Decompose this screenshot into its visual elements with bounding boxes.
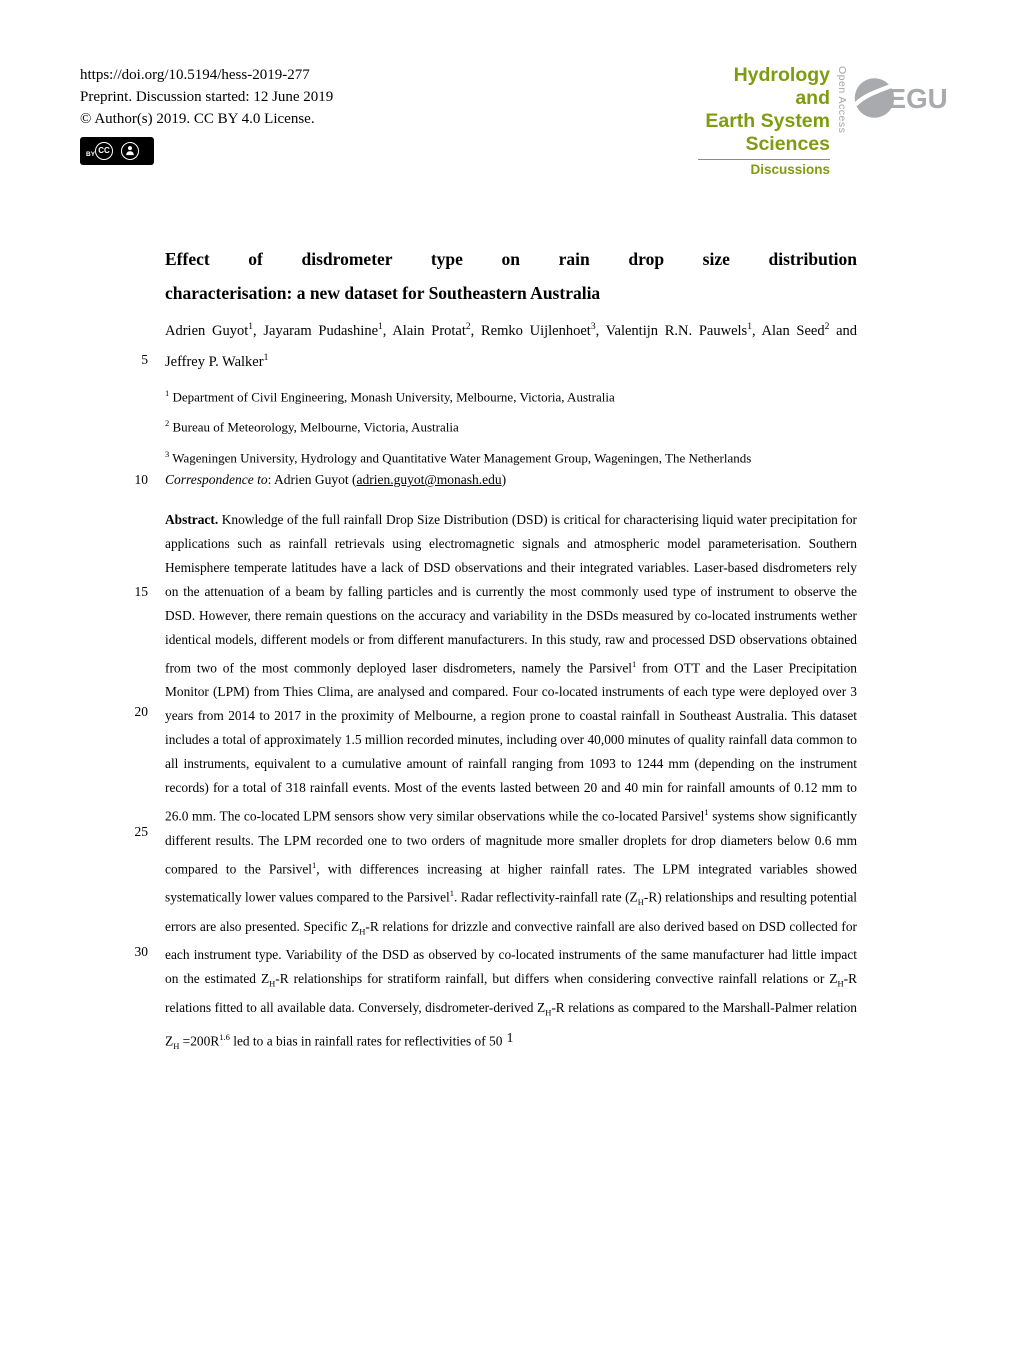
correspondence-line <box>165 468 857 492</box>
page-number: 1 <box>506 1030 514 1045</box>
cc-by-badge[interactable] <box>80 137 154 165</box>
author-list <box>165 314 857 376</box>
line-number-20: 20 <box>134 704 148 719</box>
author-name: Jeffrey P. Walker <box>165 353 264 370</box>
abstract-label: Abstract. <box>165 512 219 527</box>
journal-name-line: Sciences <box>745 133 830 155</box>
author-affiliation-mark: 2 <box>465 322 471 332</box>
author-affiliation-mark: 1 <box>747 322 752 332</box>
paper-title-line-1: Effect of disdrometer type on rain drop size distribution <box>165 249 857 269</box>
abstract-subscript: H <box>173 1040 180 1051</box>
abstract-text: =200R <box>179 1033 220 1049</box>
correspondence-email-link[interactable]: adrien.guyot@monash.edu <box>356 472 502 487</box>
author-separator: and <box>829 322 858 339</box>
correspondence-text: ) <box>501 472 507 487</box>
author-separator: , <box>382 322 393 339</box>
abstract-superscript: 1 <box>312 859 317 870</box>
person-icon <box>121 142 139 160</box>
cc-by-label: BY <box>86 151 96 158</box>
abstract-superscript: 1 <box>632 659 637 669</box>
author-name: Adrien Guyot <box>165 322 249 339</box>
masthead-left <box>80 64 333 165</box>
line-number-30: 30 <box>134 944 148 959</box>
author-affiliation-mark: 3 <box>590 322 596 332</box>
line-number-15: 15 <box>134 584 148 599</box>
abstract-text: -R) relationships and resulting potential errors are also presented. Specific Z <box>165 889 858 934</box>
author-affiliation-mark: 1 <box>248 322 253 332</box>
abstract-subscript: H <box>545 1007 552 1018</box>
journal-name-line: Hydrology and <box>733 64 830 109</box>
license-line: © Author(s) 2019. CC BY 4.0 License. <box>80 111 315 127</box>
author-name: Remko Uijlenhoet <box>481 322 591 339</box>
abstract-paragraph <box>165 508 857 1058</box>
author-name: Valentijn R.N. Pauwels <box>605 322 748 339</box>
abstract-text: -R relations for drizzle and convective rainfall are also derived based on DSD collected for each instrument type. Variability of the DSD as observed by co-located instruments of the same manufacturer had little impact on the estimated Z <box>165 918 857 987</box>
journal-name-block <box>698 64 830 178</box>
affiliation-item <box>165 380 857 410</box>
affiliation-number: 3 <box>165 448 170 459</box>
abstract-text: -R relationships for stratiform rainfall, but differs when considering convective rainfall relations or Z <box>275 971 838 987</box>
affiliation-text: Bureau of Meteorology, Melbourne, Victoria, Australia <box>172 419 459 435</box>
abstract-text: -R relations fitted to all available data. Conversely, disdrometer-derived Z <box>165 971 857 1015</box>
affiliation-text: Wageningen University, Hydrology and Quantitative Water Management Group, Wageningen, The Netherlands <box>172 449 752 465</box>
open-access-label: Open Access <box>836 66 848 134</box>
egu-logo <box>854 66 946 135</box>
author-affiliation-mark: 2 <box>824 322 830 332</box>
author-separator: , <box>595 322 606 339</box>
abstract-text: led to a bias in rainfall rates for reflectivities of 50 <box>229 1033 503 1049</box>
abstract-subscript: H <box>837 978 844 989</box>
journal-divider <box>698 159 830 160</box>
author-name: Jayaram Pudashine <box>263 322 378 339</box>
author-name: Alain Protat <box>392 322 466 339</box>
journal-discussions-label: Discussions <box>750 162 830 177</box>
abstract-subscript: H <box>637 897 644 908</box>
preprint-line: Preprint. Discussion started: 12 June 2019 <box>80 89 334 105</box>
author-affiliation-mark: 1 <box>263 352 269 363</box>
abstract-text: from OTT and the Laser Precipitation Monitor (LPM) from Thies Clima, are analysed and compared. Four co-located instruments of each type were deployed over 3 years from 2014 to 2017 in the proximity of Melbourne, a region prone to coastal rainfall in Southeast Australia. This dataset includes a total of approximately 1.5 million recorded minutes, including over 40,000 minutes of quality rainfall data common to all instruments, equivalent to a cumulative amount of rainfall ranging from 1093 to 1244 mm (depending on the instrument records) for a total of 318 rainfall events. Most of the events lasted between 20 and 40 min for rainfall amounts of 0.12 mm to 26.0 mm. The co-located LPM sensors show very similar observations while the co-located Parsivel <box>165 660 857 824</box>
abstract-text: , with differences increasing at higher rainfall rates. The LPM integrated variables showed systematically lower values compared to the Parsivel <box>165 861 858 905</box>
abstract-subscript: H <box>359 926 366 937</box>
abstract-subscript: H <box>269 978 276 989</box>
doi-link[interactable]: https://doi.org/10.5194/hess-2019-277 <box>80 67 310 83</box>
abstract-text: -R relations as compared to the Marshall-Palmer relation Z <box>165 999 858 1049</box>
abstract-text: Knowledge of the full rainfall Drop Size Distribution (DSD) is critical for characterising liquid water precipitation for applications such as rainfall retrievals using electromagnetic signals and atmospheric model parameterisation. Southern Hemisphere temperate latitudes have a lack of DSD observations and their integrated variables. Laser-based disdrometers rely on the attenuation of a beam by falling particles and is currently the most commonly used type of instrument to observe the DSD. However, there remain questions on the accuracy and variability in the DSDs measured by co-located instruments wether identical models, different models or from different manufacturers. In this study, raw and processed DSD observations obtained from two of the most commonly deployed laser disdrometers, namely the Parsivel <box>165 512 857 676</box>
paper-title <box>165 242 857 310</box>
affiliation-list <box>165 380 857 471</box>
affiliation-number: 1 <box>165 388 170 398</box>
affiliation-number: 2 <box>165 418 170 429</box>
journal-name-line: Earth System <box>705 110 830 132</box>
line-number-5: 5 <box>141 352 148 367</box>
cc-icon: CC <box>95 142 113 160</box>
affiliation-text: Department of Civil Engineering, Monash University, Melbourne, Victoria, Australia <box>172 389 615 405</box>
abstract-text: . Radar reflectivity-rainfall rate (Z <box>454 889 638 905</box>
author-separator: , <box>751 322 762 339</box>
correspondence-label: Correspondence to <box>165 472 268 487</box>
abstract-superscript: 1.6 <box>219 1031 230 1042</box>
egu-text: EGU <box>887 83 946 115</box>
affiliation-item <box>165 410 857 440</box>
abstract-superscript: 1 <box>704 807 709 818</box>
line-number-25: 25 <box>134 824 148 839</box>
paper-title-line-2: characterisation: a new dataset for Southeastern Australia <box>165 283 601 303</box>
line-number-10: 10 <box>134 472 148 487</box>
affiliation-item <box>165 441 857 471</box>
author-separator: , <box>253 322 264 339</box>
abstract-superscript: 1 <box>449 888 454 899</box>
author-affiliation-mark: 1 <box>378 322 383 332</box>
abstract-text: systems show significantly different results. The LPM recorded one to two orders of magnitude more smaller droplets for drop diameters below 0.6 mm compared to the Parsivel <box>165 808 857 877</box>
author-separator: , <box>470 322 481 339</box>
correspondence-text: : Adrien Guyot ( <box>267 472 357 487</box>
author-name: Alan Seed <box>761 322 825 339</box>
